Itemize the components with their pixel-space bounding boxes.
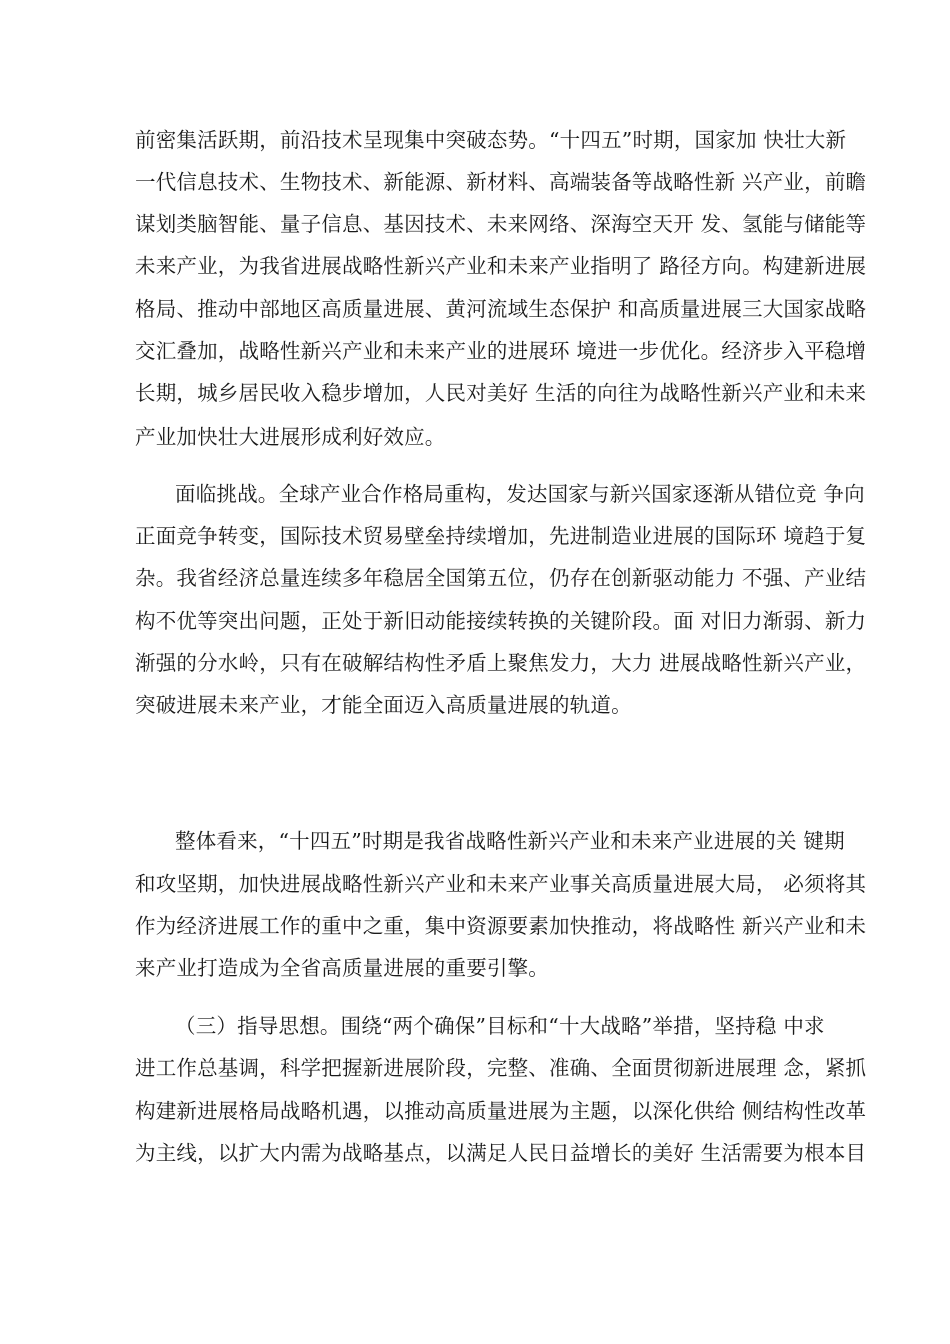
text-line-2: 一代信息技术、生物技术、新能源、新材料、高端装备等战略性新 兴产业，前瞻 [135, 170, 867, 194]
text-line-6: 交汇叠加，战略性新兴产业和未来产业的进展环 境进一步优化。经济步入平稳增 [135, 339, 867, 363]
text-line-8: 产业加快壮大进展形成利好效应。 [135, 425, 446, 449]
text-line-19: （三）指导思想。围绕“两个确保”目标和“十大战略”举措，坚持稳 中求 [175, 1014, 825, 1038]
text-line-17: 作为经济进展工作的重中之重，集中资源要素加快推动，将战略性 新兴产业和未 [135, 914, 867, 938]
text-line-22: 为主线，以扩大内需为战略基点，以满足人民日益增长的美好 生活需要为根本目 [135, 1141, 867, 1165]
text-line-12: 构不优等突出问题，正处于新旧动能接续转换的关键阶段。面 对旧力渐弱、新力 [135, 609, 867, 633]
text-line-18: 来产业打造成为全省高质量进展的重要引擎。 [135, 956, 549, 980]
text-line-7: 长期，城乡居民收入稳步增加，人民对美好 生活的向往为战略性新兴产业和未来 [135, 381, 867, 405]
text-line-16: 和攻坚期，加快进展战略性新兴产业和未来产业事关高质量进展大局， 必须将其 [135, 872, 867, 896]
text-line-9: 面临挑战。全球产业合作格局重构，发达国家与新兴国家逐渐从错位竞 争向 [175, 482, 865, 506]
text-line-4: 未来产业，为我省进展战略性新兴产业和未来产业指明了 路径方向。构建新进展 [135, 254, 867, 278]
text-line-11: 杂。我省经济总量连续多年稳居全国第五位，仍存在创新驱动能力 不强、产业结 [135, 566, 867, 590]
text-line-1: 前密集活跃期，前沿技术呈现集中突破态势。“十四五”时期，国家加 快壮大新 [135, 128, 847, 152]
text-line-21: 构建新进展格局战略机遇，以推动高质量进展为主题，以深化供给 侧结构性改革 [135, 1099, 867, 1123]
text-line-13: 渐强的分水岭，只有在破解结构性矛盾上聚焦发力，大力 进展战略性新兴产业， [135, 651, 867, 675]
text-line-10: 正面竞争转变，国际技术贸易壁垒持续增加，先进制造业进展的国际环 境趋于复 [135, 524, 867, 548]
text-line-3: 谋划类脑智能、量子信息、基因技术、未来网络、深海空天开 发、氢能与储能等 [135, 212, 867, 236]
text-line-15: 整体看来，“十四五”时期是我省战略性新兴产业和未来产业进展的关 键期 [175, 829, 845, 853]
text-line-20: 进工作总基调，科学把握新进展阶段，完整、准确、全面贯彻新进展理 念，紧抓 [135, 1056, 867, 1080]
text-line-14: 突破进展未来产业，才能全面迈入高质量进展的轨道。 [135, 693, 632, 717]
text-line-5: 格局、推动中部地区高质量进展、黄河流域生态保护 和高质量进展三大国家战略 [135, 297, 867, 321]
